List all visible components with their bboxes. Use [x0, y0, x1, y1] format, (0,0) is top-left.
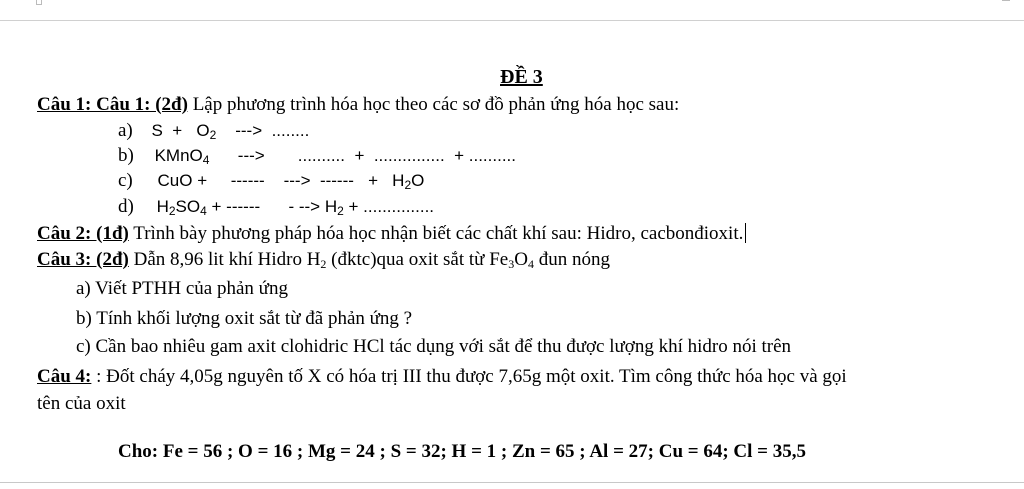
q3-part-c: c) Cần bao nhiêu gam axit clohidric HCl tác dụng với sắt để thu được lượng khí hidro nói trên [76, 336, 792, 357]
text-cursor [745, 223, 746, 243]
question-1-text: Lập phương trình hóa học theo các sơ đồ phản ứng hóa học sau: [192, 94, 680, 115]
question-3 [37, 249, 610, 271]
question-4-continuation: tên của oxit [37, 393, 126, 414]
corner-marker [36, 0, 42, 5]
q1-item-b: b) KMnO$_4$ ---> .......... + ............... + .......... [118, 145, 516, 167]
page-bottom-border [0, 482, 1024, 483]
question-4-text: : Đốt cháy 4,05g nguyên tố X có hóa trị III thu được 7,65g một oxit. Tìm công thức hóa học và gọi [91, 366, 847, 387]
question-2-text: Trình bày phương pháp hóa học nhận biết các chất khí sau: Hidro, cacbonđioxit. [133, 223, 744, 244]
page-top-border [0, 20, 1024, 21]
q3-part-b: b) Tính khối lượng oxit sắt từ đã phản ứng ? [76, 308, 413, 329]
question-1-label: Câu 1: Câu 1: (2đ) [37, 94, 188, 115]
exam-title: ĐỀ 3 [500, 66, 543, 88]
question-4-label: Câu 4: [37, 366, 92, 387]
q1-item-a: a) $S + O_2$ ---> ........ [118, 120, 310, 142]
corner-marker-right [1002, 0, 1010, 1]
q1-item-c: c) CuO + ------ ---> ------ + $H_2O$ [118, 170, 425, 192]
atomic-masses-given: Cho: Fe = 56 ; O = 16 ; Mg = 24 ; S = 32; H = 1 ; Zn = 65 ; Al = 27; Cu = 64; Cl = 35,5 [118, 441, 806, 462]
question-2-label: Câu 2: (1đ) [37, 223, 129, 244]
question-2 [37, 223, 746, 245]
q1-item-d: d) $H_2SO_4$ + ------ - --> $H_2$ + ............... [118, 196, 435, 218]
question-3-text: Dẫn 8,96 lit khí Hidro $H_2$ (đktc)qua oxit sắt từ $Fe_3O_4$ đun nóng [133, 249, 610, 271]
question-4 [37, 366, 847, 388]
q3-part-a: a) Viết PTHH của phản ứng [76, 278, 288, 299]
question-3-label: Câu 3: (2đ) [37, 249, 129, 270]
question-1 [37, 94, 679, 116]
